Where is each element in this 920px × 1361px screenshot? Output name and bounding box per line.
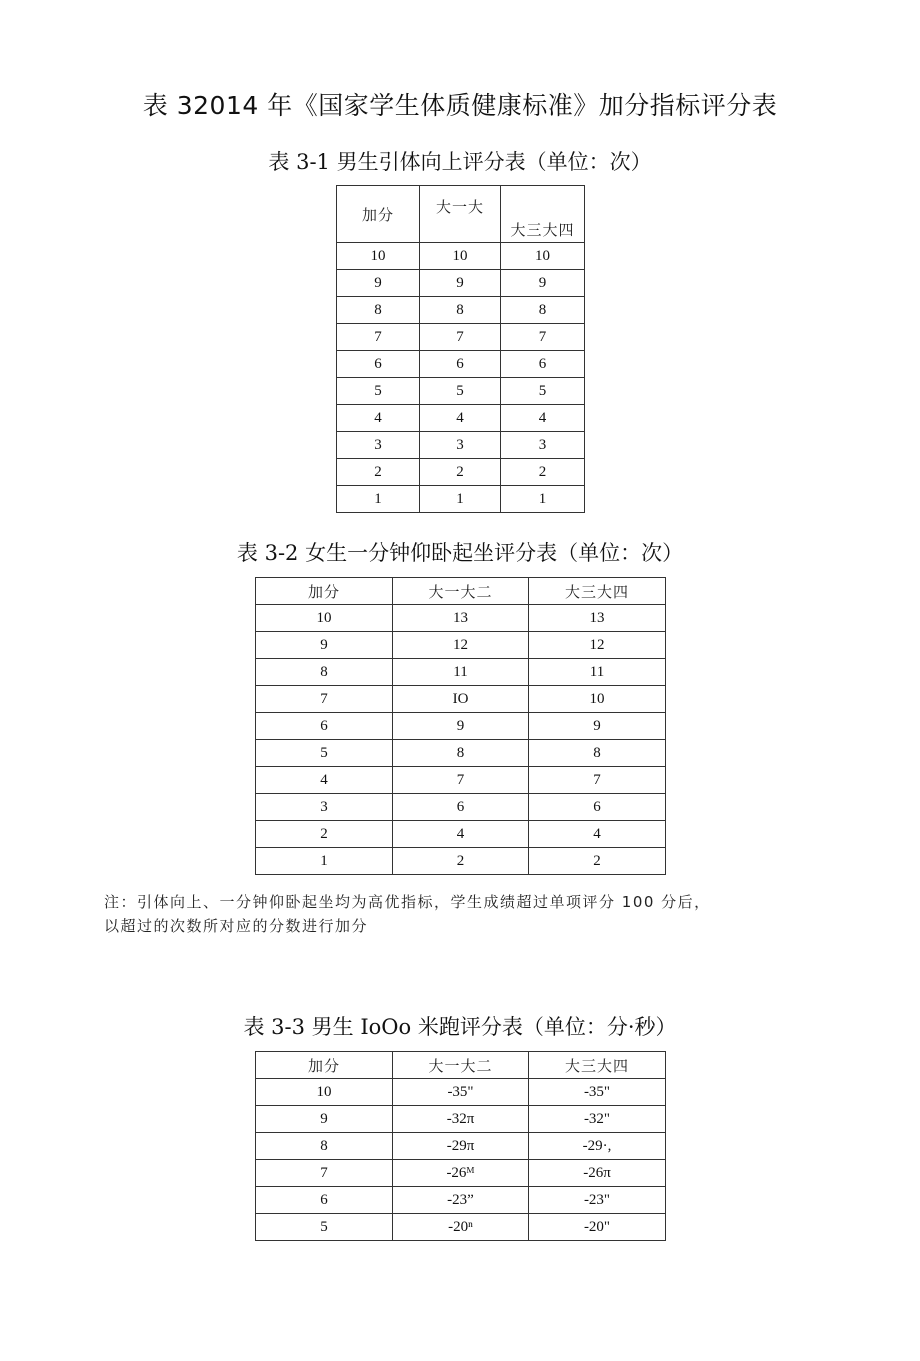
- table1-cell-year34: 10: [501, 243, 585, 270]
- table2-cell-year34: 2: [529, 848, 666, 875]
- table1-cell-bonus: 10: [337, 243, 420, 270]
- table3-row: [256, 1133, 666, 1160]
- table1-cell-year12: 1: [420, 486, 501, 513]
- table1-cell-year12: 4: [420, 405, 501, 432]
- table2-cell-bonus: 9: [256, 632, 393, 659]
- table2-row: [256, 794, 666, 821]
- table2-cell-year12: 11: [393, 659, 529, 686]
- table1-cell-year12: 7: [420, 324, 501, 351]
- table1-cell-year12: 8: [420, 297, 501, 324]
- table1-cell-year12: 10: [420, 243, 501, 270]
- table3-header-year34: 大三大四: [529, 1052, 666, 1079]
- table2-cell-year34: 11: [529, 659, 666, 686]
- table2-cell-year12: IO: [393, 686, 529, 713]
- table3-cell-bonus: 8: [256, 1133, 393, 1160]
- table3-cell-bonus: 6: [256, 1187, 393, 1214]
- table1-cell-bonus: 2: [337, 459, 420, 486]
- table1-cell-bonus: 1: [337, 486, 420, 513]
- table3-run-scores: [255, 1051, 666, 1241]
- table1-cell-year34: 2: [501, 459, 585, 486]
- table3-row: [256, 1160, 666, 1187]
- table3-cell-year34: -35": [529, 1079, 666, 1106]
- table2-cell-year34: 4: [529, 821, 666, 848]
- table2-body: [256, 605, 666, 875]
- table2-cell-year34: 7: [529, 767, 666, 794]
- table3-cell-bonus: 10: [256, 1079, 393, 1106]
- table1-row: [337, 486, 585, 513]
- table3-row: [256, 1214, 666, 1241]
- table2-header-year12: 大一大二: [393, 578, 529, 605]
- table3-cell-year34: -23": [529, 1187, 666, 1214]
- table2-cell-year34: 13: [529, 605, 666, 632]
- table3-header-row: [256, 1052, 666, 1079]
- table1-caption: 表 3-1 男生引体向上评分表（单位：次）: [268, 150, 652, 174]
- table2-cell-year34: 12: [529, 632, 666, 659]
- table2-row: [256, 821, 666, 848]
- table2-cell-year12: 7: [393, 767, 529, 794]
- table3-header-year12: 大一大二: [393, 1052, 529, 1079]
- table1-cell-year34: 6: [501, 351, 585, 378]
- table3-cell-year34: -32": [529, 1106, 666, 1133]
- table1-cell-bonus: 7: [337, 324, 420, 351]
- table2-cell-bonus: 6: [256, 713, 393, 740]
- table1-body: [337, 243, 585, 513]
- table1-header-year12: 大一大: [420, 186, 501, 243]
- table2-cell-year34: 10: [529, 686, 666, 713]
- table1-row: [337, 459, 585, 486]
- table2-cell-year34: 9: [529, 713, 666, 740]
- table1-cell-bonus: 5: [337, 378, 420, 405]
- footnote: [104, 890, 824, 938]
- table2-cell-bonus: 4: [256, 767, 393, 794]
- table3-cell-year12: -35": [393, 1079, 529, 1106]
- table1-row: [337, 324, 585, 351]
- table1-row: [337, 270, 585, 297]
- table1-cell-bonus: 3: [337, 432, 420, 459]
- footnote-line2: 以超过的次数所对应的分数进行加分: [104, 917, 369, 935]
- table1-row: [337, 297, 585, 324]
- table2-header-bonus: 加分: [256, 578, 393, 605]
- table1-cell-year34: 4: [501, 405, 585, 432]
- table2-cell-bonus: 8: [256, 659, 393, 686]
- table2-row: [256, 605, 666, 632]
- table3-cell-bonus: 9: [256, 1106, 393, 1133]
- table3-cell-bonus: 5: [256, 1214, 393, 1241]
- table3-cell-year34: -26π: [529, 1160, 666, 1187]
- table2-cell-year12: 2: [393, 848, 529, 875]
- table2-header-year34: 大三大四: [529, 578, 666, 605]
- table2-cell-bonus: 1: [256, 848, 393, 875]
- table3-row: [256, 1106, 666, 1133]
- table2-cell-bonus: 7: [256, 686, 393, 713]
- table2-cell-year12: 8: [393, 740, 529, 767]
- table1-cell-year12: 2: [420, 459, 501, 486]
- table3-cell-year12: -29π: [393, 1133, 529, 1160]
- footnote-line1: 注：引体向上、一分钟仰卧起坐均为高优指标，学生成绩超过单项评分 100 分后，: [104, 893, 711, 911]
- table2-cell-year12: 4: [393, 821, 529, 848]
- table1-pullup-scores: [336, 185, 585, 513]
- table1-cell-year34: 9: [501, 270, 585, 297]
- page-title: 表 32014 年《国家学生体质健康标准》加分指标评分表: [142, 91, 778, 120]
- table2-cell-bonus: 2: [256, 821, 393, 848]
- table2-row: [256, 740, 666, 767]
- table3-cell-year12: -32π: [393, 1106, 529, 1133]
- table1-row: [337, 378, 585, 405]
- table1-row: [337, 351, 585, 378]
- table1-cell-year34: 3: [501, 432, 585, 459]
- table3-caption: 表 3-3 男生 IoOo 米跑评分表（单位：分·秒）: [243, 1015, 677, 1039]
- table2-row: [256, 713, 666, 740]
- table2-row: [256, 632, 666, 659]
- table1-cell-bonus: 8: [337, 297, 420, 324]
- table3-cell-year12: -23”: [393, 1187, 529, 1214]
- table3-header-bonus: 加分: [256, 1052, 393, 1079]
- table1-row: [337, 243, 585, 270]
- table3-cell-year34: -29·,: [529, 1133, 666, 1160]
- table1-cell-bonus: 4: [337, 405, 420, 432]
- table2-cell-year12: 6: [393, 794, 529, 821]
- table1-cell-year34: 8: [501, 297, 585, 324]
- table1-row: [337, 432, 585, 459]
- table2-row: [256, 659, 666, 686]
- table2-cell-year12: 12: [393, 632, 529, 659]
- table3-row: [256, 1079, 666, 1106]
- table2-cell-year34: 8: [529, 740, 666, 767]
- table1-header-row: [337, 186, 585, 243]
- table2-cell-bonus: 10: [256, 605, 393, 632]
- table2-situp-scores: [255, 577, 666, 875]
- table1-header-bonus: 加分: [337, 186, 420, 243]
- table2-row: [256, 686, 666, 713]
- table1-row: [337, 405, 585, 432]
- table3-cell-bonus: 7: [256, 1160, 393, 1187]
- table3-cell-year34: -20": [529, 1214, 666, 1241]
- table2-caption: 表 3-2 女生一分钟仰卧起坐评分表（单位：次）: [236, 541, 684, 565]
- table1-cell-year34: 5: [501, 378, 585, 405]
- table1-cell-bonus: 9: [337, 270, 420, 297]
- table2-cell-year34: 6: [529, 794, 666, 821]
- table3-cell-year12: -26ᴹ: [393, 1160, 529, 1187]
- table1-cell-bonus: 6: [337, 351, 420, 378]
- table2-cell-bonus: 3: [256, 794, 393, 821]
- table3-row: [256, 1187, 666, 1214]
- table2-cell-year12: 13: [393, 605, 529, 632]
- table1-cell-year12: 6: [420, 351, 501, 378]
- table1-cell-year34: 1: [501, 486, 585, 513]
- table1-cell-year12: 3: [420, 432, 501, 459]
- table2-row: [256, 848, 666, 875]
- table1-cell-year12: 9: [420, 270, 501, 297]
- table2-cell-bonus: 5: [256, 740, 393, 767]
- table1-cell-year34: 7: [501, 324, 585, 351]
- table3-cell-year12: -20ⁿ: [393, 1214, 529, 1241]
- table2-header-row: [256, 578, 666, 605]
- table3-body: [256, 1079, 666, 1241]
- table2-row: [256, 767, 666, 794]
- table1-header-year34: 大三大四: [501, 186, 585, 243]
- table1-cell-year12: 5: [420, 378, 501, 405]
- table2-cell-year12: 9: [393, 713, 529, 740]
